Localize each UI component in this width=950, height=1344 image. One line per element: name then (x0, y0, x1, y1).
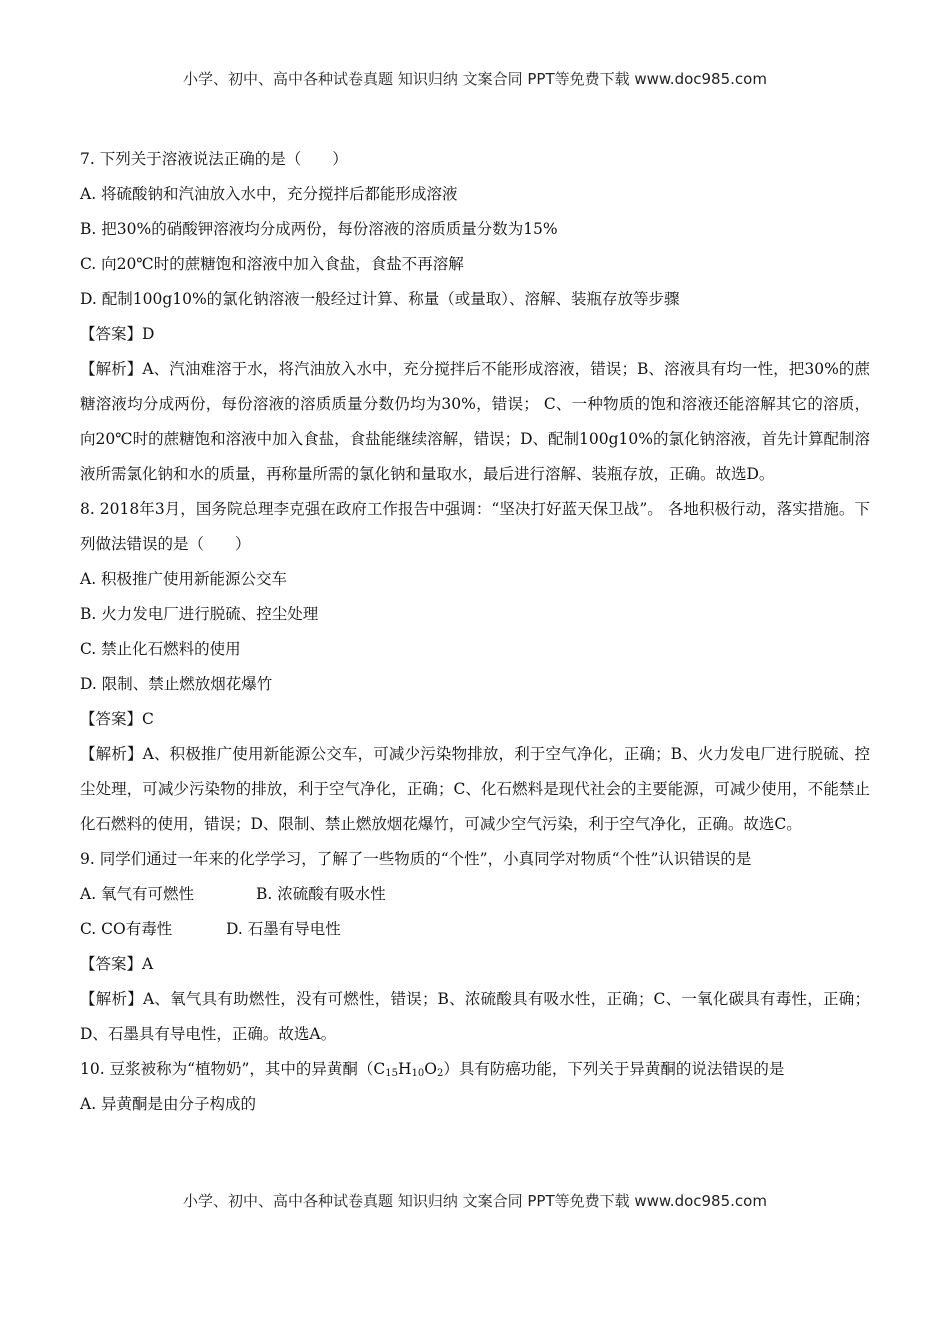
question-9-analysis: 【解析】A、氧气具有助燃性，没有可燃性，错误；B、浓硫酸具有吸水性，正确；C、一氧化碳具有毒性，正确；D、石墨具有导电性，正确。故选A。 (80, 990, 870, 1043)
question-8-option-b: B. 火力发电厂进行脱硫、控尘处理 (80, 605, 319, 623)
question-8-answer: 【答案】C (80, 710, 154, 728)
question-8-option-d: D. 限制、禁止燃放烟花爆竹 (80, 675, 273, 693)
question-9-answer: 【答案】A (80, 955, 154, 973)
question-7-answer: 【答案】D (80, 325, 155, 343)
question-9-options-row-1 (80, 877, 870, 912)
question-8-analysis: 【解析】A、积极推广使用新能源公交车，可减少污染物排放，利于空气净化，正确；B、火力发电厂进行脱硫、控尘处理，可减少污染物的排放，利于空气净化，正确；C、化石燃料是现代社会的主要能源，可减少使用，不能禁止化石燃料的使用，错误；D、限制、禁止燃放烟花爆竹，可减少空气污染，利于空气净化，正确。故选C。 (80, 745, 870, 833)
page-header: 小学、初中、高中各种试卷真题 知识归纳 文案合同 PPT等免费下载 www.doc985.com (183, 70, 767, 88)
question-10-option-a: A. 异黄酮是由分子构成的 (80, 1095, 257, 1113)
question-9-stem: 9. 同学们通过一年来的化学学习，了解了一些物质的“个性”，小真同学对物质“个性”认识错误的是 (80, 850, 752, 868)
question-9-option-d: D. 石墨有导电性 (226, 920, 341, 938)
question-7-option-c: C. 向20℃时的蔗糖饱和溶液中加入食盐，食盐不再溶解 (80, 255, 464, 273)
page-footer: 小学、初中、高中各种试卷真题 知识归纳 文案合同 PPT等免费下载 www.doc985.com (183, 1192, 767, 1210)
question-9-options-row-2 (80, 912, 870, 947)
question-7-option-a: A. 将硫酸钠和汽油放入水中，充分搅拌后都能形成溶液 (80, 185, 458, 203)
formula-subscript-h: 10 (411, 1068, 425, 1079)
question-7-analysis: 【解析】A、汽油难溶于水，将汽油放入水中，充分搅拌后不能形成溶液，错误；B、溶液具有均一性，把30%的蔗糖溶液均分成两份，每份溶液的溶质质量分数仍均为30%，错误； C、一种物质的饱和溶液还能溶解其它的溶质，向20℃时的蔗糖饱和溶液中加入食盐，食盐能继续溶解，错误；D、配制100g10%的氯化钠溶液，首先计算配制溶液所需氯化钠和水的质量，再称量所需的氯化钠和量取水，最后进行溶解、装瓶存放，正确。故选D。 (80, 360, 870, 483)
question-8-stem: 8. 2018年3月，国务院总理李克强在政府工作报告中强调：“坚决打好蓝天保卫战”。 各地积极行动，落实措施。下列做法错误的是（ ） (80, 500, 870, 553)
formula-subscript-c: 15 (385, 1068, 399, 1079)
formula-subscript-o: 2 (437, 1068, 444, 1079)
question-10-stem (80, 1052, 870, 1087)
formula-element-o: O (424, 1060, 438, 1078)
question-9-option-b: B. 浓硫酸有吸水性 (256, 885, 386, 903)
question-10-stem-end: ）具有防癌功能，下列关于异黄酮的说法错误的是 (443, 1060, 785, 1078)
question-7-option-b: B. 把30%的硝酸钾溶液均分成两份，每份溶液的溶质质量分数为15% (80, 220, 558, 238)
formula-element-h: H (398, 1060, 412, 1078)
question-8-option-a: A. 积极推广使用新能源公交车 (80, 570, 288, 588)
question-9-option-c: C. CO有毒性 (80, 920, 173, 938)
question-10-stem-start: 10. 豆浆被称为“植物奶”，其中的异黄酮（C (80, 1060, 386, 1078)
question-9-option-a: A. 氧气有可燃性 (80, 885, 195, 903)
document-body (80, 142, 870, 1122)
question-7-stem: 7. 下列关于溶液说法正确的是（ ） (80, 150, 348, 168)
question-7-option-d: D. 配制100g10%的氯化钠溶液一般经过计算、称量（或量取）、溶解、装瓶存放等步骤 (80, 290, 680, 308)
question-8-option-c: C. 禁止化石燃料的使用 (80, 640, 241, 658)
